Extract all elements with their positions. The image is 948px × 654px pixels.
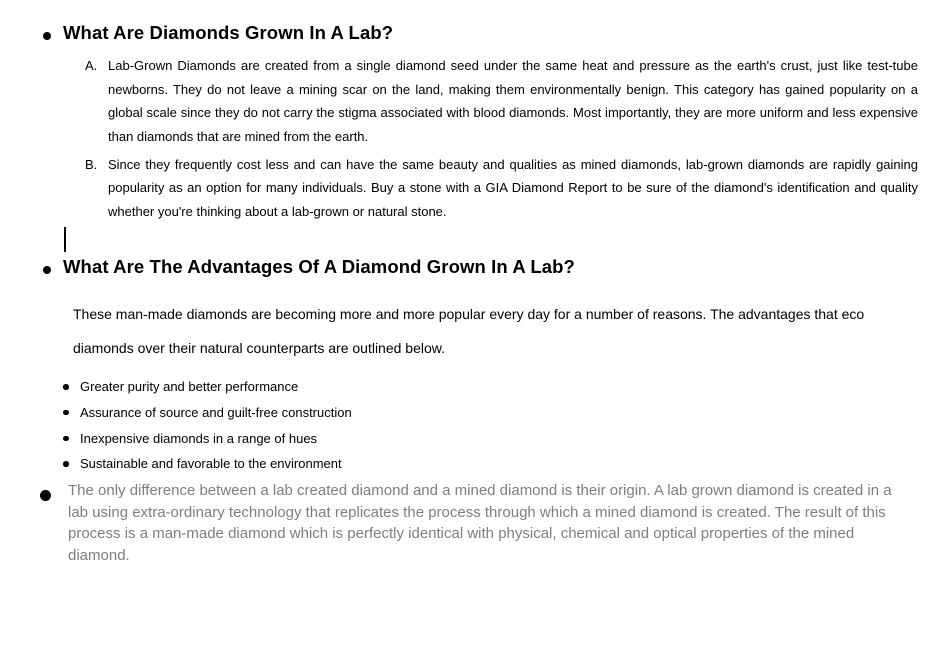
bullet-marker xyxy=(63,384,69,390)
heading-bullet-marker xyxy=(43,266,51,274)
note-paragraph[interactable]: The only difference between a lab created diamond and a mined diamond is their origin. A lab grown diamond is created in a lab using extra-ordinary technology that replicates the process through which a mined diamond is created. The result of this process is a man-made diamond which is perfectly identical with physical, chemical and optical properties of the mined diamond. xyxy=(68,482,892,565)
bullet-list-item[interactable] xyxy=(63,426,763,452)
bullet-list-item[interactable] xyxy=(63,400,763,426)
lettered-list-item-b[interactable] xyxy=(85,153,918,224)
intro-paragraph[interactable]: These man-made diamonds are becoming more and more popular every day for a number of reasons. The advantages that eco diamonds over their natural counterparts are outlined below. xyxy=(73,306,865,356)
list-letter-label: B. xyxy=(85,156,98,172)
bullet-item-text[interactable]: Sustainable and favorable to the environment xyxy=(80,456,342,472)
bullet-marker xyxy=(63,461,69,467)
list-item-text[interactable]: Since they frequently cost less and can have the same beauty and qualities as mined diamonds, lab-grown diamonds are rapidly gaining popularity as an option for many individuals. Buy a stone with a GIA Diamond Report to be sure of the diamond's identification and quality whether you're thinking about a lab-grown or natural stone. xyxy=(108,156,918,219)
heading-bullet-marker xyxy=(43,32,51,40)
bullet-item-text[interactable]: Greater purity and better performance xyxy=(80,379,299,394)
lettered-list xyxy=(85,54,918,228)
note-bullet-marker xyxy=(40,490,51,501)
advantages-bullet-list xyxy=(63,374,763,477)
section-heading-lab-grown[interactable]: What Are Diamonds Grown In A Lab? xyxy=(63,22,394,43)
bullet-marker xyxy=(63,410,69,416)
bullet-list-item[interactable] xyxy=(63,451,763,477)
text-cursor xyxy=(64,227,66,252)
bullet-list-item[interactable] xyxy=(63,374,763,400)
bullet-item-text[interactable]: Assurance of source and guilt-free construction xyxy=(80,404,352,420)
section-heading-advantages[interactable]: What Are The Advantages Of A Diamond Grown In A Lab? xyxy=(63,256,575,277)
bullet-marker xyxy=(63,436,69,442)
list-item-text[interactable]: Lab-Grown Diamonds are created from a single diamond seed under the same heat and pressure as the earth's crust, just like test-tube newborns. They do not leave a mining scar on the land, making them environmentally benign. This category has gained popularity on a global scale since they do not carry the stigma associated with blood diamonds. Most importantly, they are more uniform and less expensive than diamonds that are mined from the earth. xyxy=(108,58,918,144)
list-letter-label: A. xyxy=(85,58,98,73)
bullet-item-text[interactable]: Inexpensive diamonds in a range of hues xyxy=(80,430,318,446)
lettered-list-item-a[interactable] xyxy=(85,54,918,148)
